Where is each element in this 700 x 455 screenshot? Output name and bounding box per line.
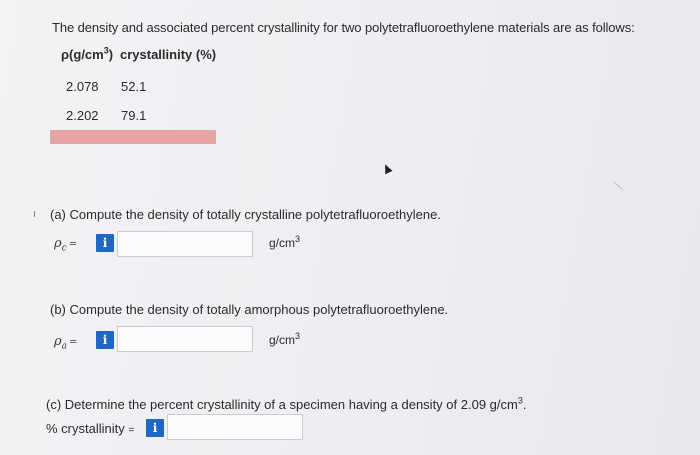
table-cell-density-1: 2.078	[66, 79, 99, 94]
table-cell-crystallinity-2: 79.1	[121, 108, 147, 123]
crystallinity-column-header: crystallinity (%)	[120, 47, 217, 62]
highlight-bar	[50, 130, 216, 144]
table-cell-crystallinity-1: 52.1	[121, 79, 147, 94]
part-a-prompt: (a) Compute the density of totally crystalline polytetrafluoroethylene.	[50, 207, 441, 222]
problem-intro: The density and associated percent crystallinity for two polytetrafluoroethylene materials are as follows:	[52, 20, 635, 35]
part-a-unit: $g/cm^3$	[269, 234, 301, 250]
info-icon[interactable]: i	[146, 419, 164, 437]
percent-crystallinity-label: % crystallinity =	[46, 421, 135, 436]
part-b-unit: $g/cm^3$	[269, 331, 301, 347]
density-column-header: $\rho(g/cm^3)$	[61, 45, 114, 62]
rho-c-label: $\rho_c$ =	[54, 236, 78, 254]
crystallinity-input[interactable]	[167, 414, 303, 440]
divider-mark	[613, 181, 623, 189]
rho-c-input[interactable]	[117, 231, 253, 257]
rho-a-label: $\rho_a$ =	[54, 334, 78, 352]
part-c-prompt: (c) Determine the percent crystallinity of a specimen having a density of 2.09 $g/cm^3$.	[46, 395, 527, 412]
part-b-prompt: (b) Compute the density of totally amorphous polytetrafluoroethylene.	[50, 302, 449, 317]
tick-mark: ı	[33, 208, 37, 220]
info-icon[interactable]: i	[96, 331, 114, 349]
mouse-cursor-icon	[381, 163, 392, 175]
table-cell-density-2: 2.202	[66, 108, 99, 123]
rho-a-input[interactable]	[117, 326, 253, 352]
info-icon[interactable]: i	[96, 234, 114, 252]
